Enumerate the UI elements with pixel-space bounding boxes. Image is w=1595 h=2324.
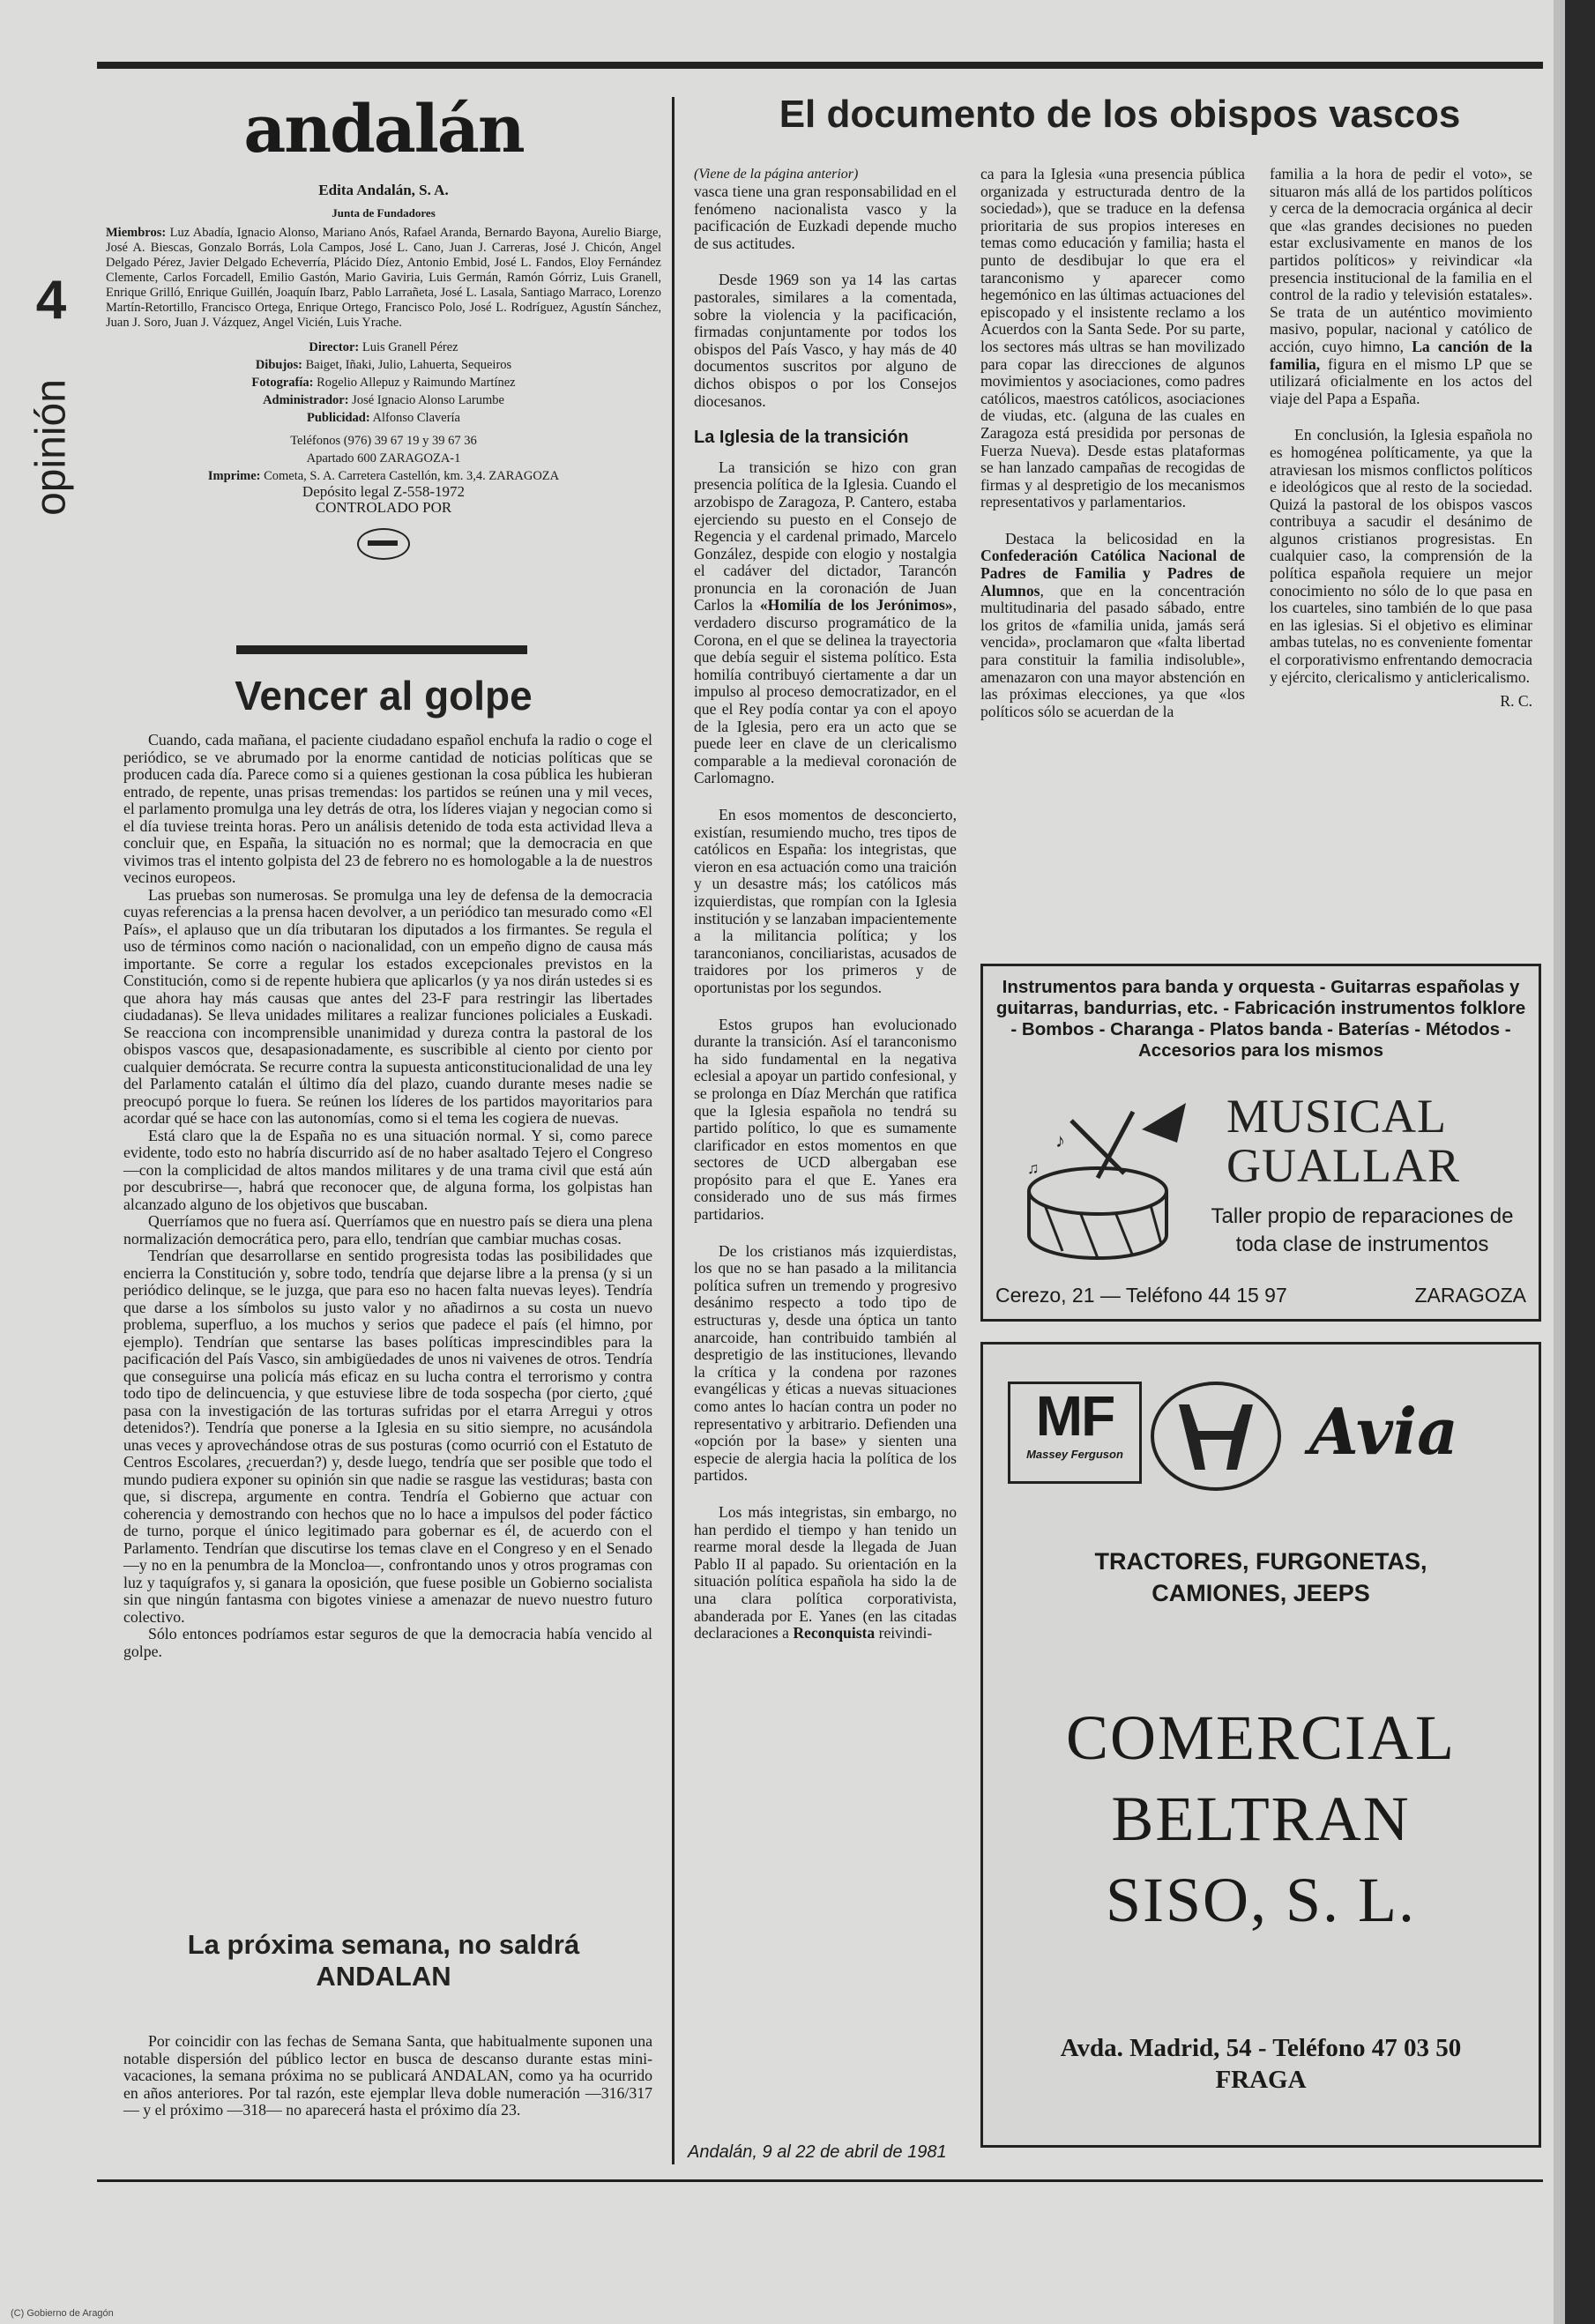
article-paragraph: ca para la Iglesia «una presencia pública organizada y estructurada dentro de la sociedad»), que se traduce en la defensa prioritaria de sus propios intereses en temas como educación y familia; hasta el punto de desdibujar lo que era el taranconismo y aparecer como hegemónico en las últimas actuaciones del episcopado y el insistente reclamo a los Acuerdos con la Santa Sede. Por su parte, los sectores más ultras se han movilizado para copar las direcciones de algunos movimientos y asociaciones, como padres católicos, maestros católicos, asociaciones de viudas, etc. (alguna de las cuales en Zaragoza está presidida por personas de Fuerza Nueva). Desde estas plataformas se han lanzado campañas de recogidas de firmas y al despretigio de los mecanismos representativos y parlamentarios.	[980, 165, 1245, 511]
mf-logo-sub: Massey Ferguson	[1026, 1448, 1123, 1461]
address-line: Avda. Madrid, 54 - Teléfono 47 03 50	[1060, 2034, 1462, 2062]
imprime-text: Cometa, S. A. Carretera Castellón, km. 3,4. ZARAGOZA	[264, 469, 560, 483]
imprime-label: Imprime:	[207, 469, 261, 483]
dibujos-line	[106, 357, 661, 373]
director-label: Director:	[309, 340, 360, 354]
members-text: Luz Abadía, Ignacio Alonso, Mariano Anós, Rafael Aranda, Bernardo Bayona, Aurelio Biarge, José A. Biescas, Gonzalo Borrás, Lola Campos, José L. Cano, Juan J. Carreras, José J. Chicón, Angel Delgado Pérez, Javier Delgado Echeverría, Plácido Díez, Antonio Embid, José L. Fandos, Eloy Fernández Clemente, Carlos Forcadell, Emilio Gastón, Mario Gaviria, Luis Germán, Ramón Górriz, Luis Granell, Enrique Grilló, Enrique Guillén, Joaquín Ibarz, Pablo Larrañeta, José L. Lasala, Santiago Marraco, Lorenzo Martín-Retortillo, Francisco Ortega, Enrique Ortego, Francisco Polo, José L. Rodríguez, Agustín Sánchez, Juan J. Soro, Juan J. Vázquez, Angel Vicién, Luis Yrache.	[106, 226, 661, 330]
junta-title: Junta de Fundadores	[332, 206, 436, 220]
section-number: 4	[35, 270, 67, 331]
members-label: Miembros:	[106, 226, 167, 240]
administrador-line	[106, 392, 661, 408]
ad-categories	[983, 1546, 1539, 1609]
h-emblem-shape	[1154, 1385, 1278, 1487]
text-run: reivindi-	[875, 1624, 933, 1642]
article-signature: R. C.	[1500, 692, 1532, 711]
imprime-line	[106, 468, 661, 484]
category-line-1: TRACTORES, FURGONETAS,	[1094, 1548, 1427, 1575]
company-address	[983, 2032, 1539, 2096]
ojd-seal-icon	[357, 528, 410, 560]
text-run: figura en el mismo LP que se utilizará oficialmente en los actos del viaje del Papa a España.	[1270, 354, 1532, 407]
company-line-3: SISO, S. L.	[1105, 1865, 1417, 1935]
text-run: , verdadero discurso programático de la Corona, en el que se delinea la trayectoria que debía seguir el sistema político. Esta homilía contribuyó ciertamente a dar un impulso al proceso democratizador, en el que el Rey podía contar ya con el apoyo de la Iglesia, pero era un acto que se puede leer en clave de un clericalismo comparable a la medieval coronación de Carlomagno.	[694, 596, 957, 787]
editorial-paragraph: Está claro que la de España no es una situación normal. Y si, como parece evidente, todo esto no habría discurrido así de no haber asaltado Tejero el Congreso —con la complicidad de altos mandos militares y de una trama civil que está aún por descubrirse—, habrá que reconocer que, de alguna forma, los golpistas han alcanzado alguno de los objetivos que buscaban.	[123, 1126, 652, 1213]
text-run: familia a la hora de pedir el voto», se situaron más allá de los partidos políticos y cerca de la democracia orgánica al decir que «las grandes decisiones no pueden estar exclusivamente en manos de los partidos políticos» y reivindicar «la presencia institucional de la familia en el control de la radio y televisión estatales». Se trata de un auténtico movimiento masivo, popular, nacional y católico de acción, cuyo himno,	[1270, 165, 1532, 355]
h-emblem-icon	[1151, 1382, 1281, 1491]
text-run: , que en la concentración multitudinaria del pasado sábado, entre los gritos de «familia unida, jamás será vencida», proclamaron que «falta libertad para constituir la familia indisoluble», amenazaron con una mayor abstención en las próximas elecciones, ya que «los políticos sólo se acuerdan de la	[980, 581, 1245, 720]
editorial-paragraph: Tendrían que desarrollarse en sentido progresista todas las posibilidades que encierra la Constitución y, sobre todo, tendría que dejarse libre a la prensa (y si un periódico delinque, se le juzga, que para eso no hacen falta nuevas leyes). Tendría que darse a los símbolos su justo valor y no añadirnos a su costa un nuevo problema, superfluo, a los muchos y serios que padece el país (el himno, por ejemplo). Tendrían que sentarse las bases políticas imprescindibles para la pacificación del País Vasco, sin ambigüedades de unos ni vaivenes de otros. Tendría que conseguirse una policía más eficaz en su lucha contra el terrorismo y contra todo tipo de delincuencia, y que estuviese libre de toda sospecha (por cierto, ¿qué pasa con la investigación de las torturas sufridas por el etarra Arregui y otros detenidos?). Tendría que ponerse a la Iglesia en su sitio siempre, no acusándola unas veces y aprovechándose otras de sus posturas (como ocurrió con el Estatuto de Centros Escolares, ¿recuerdan?) y, desde luego, tendría que ser posible que todo el mundo pudiera exponer su opinión sin que nadie se rasgue las vestiduras; basta con que, si discrepa, argumente en contra. Tendría el Gobierno que actuar con coherencia y demostrando con hechos que no lo hace a impulsos del poder fáctico de turno, porque el único legitimado para gobernar es él, de acuerdo con el Parlamento. Tendrían que discutirse los temas clave en el Congreso y en el Senado —y no en la penumbra de la Moncloa—, confrontando unos y otros programas con luz y taquígrafos y, si ganara la oposición, que fuese posible un Gobierno socialista sin que ningún fantasma con bigotes viniese a amenazar de nuevo nuestro futuro colectivo.	[123, 1247, 652, 1626]
bold-run: Reconquista	[793, 1624, 876, 1642]
article-column-3	[1270, 166, 1532, 711]
subheading: La Iglesia de la transición	[694, 428, 909, 448]
editorial-paragraph: Querríamos que no fuera así. Querríamos que en nuestro país se diera una plena normalización democrática pero, para ello, tendrían que cambiar muchas cosas.	[123, 1212, 652, 1248]
editorial-paragraph: Cuando, cada mañana, el paciente ciudadano español enchufa la radio o coge el periódico, se ve abrumado por la enorme cantidad de noticias políticas que se producen cada día. Parece como si a quienes gestionan la cosa pública les hubieran entrado, de repente, unas prisas tremendas: los partidos se reúnen una y mil veces, el parlamento promulga una ley detrás de otra, los líderes viajan y negocian como si el día tuviese treinta horas. Pero un análisis detenido de toda esta actividad lleva a concluir que, en España, la situación no es normal; que la democracia en que vivimos tras el intento golpista del 23 de febrero no es homologable a la de nuestros vecinos europeos.	[123, 731, 652, 886]
deposito-line: Depósito legal Z-558-1972	[302, 483, 466, 500]
notice-body	[123, 2033, 652, 2119]
ad-city: ZARAGOZA	[1414, 1284, 1526, 1307]
mf-logo-text: MF	[1035, 1384, 1114, 1448]
article-title: El documento de los obispos vascos	[779, 93, 1461, 136]
publicidad-line	[106, 410, 661, 426]
bold-run: «Homilía de los Jerónimos»	[759, 596, 953, 615]
director-line	[106, 339, 661, 355]
text-run: Los más integristas, sin embargo, no han perdido el tiempo y han tenido un rearme moral desde la llegada de Juan Pablo II al papado. Su orientación en la situación política española ha sido la de una clara política corporativista, abanderada por E. Yanes (en las citadas declaraciones a	[694, 1502, 957, 1642]
editorial-paragraph: Sólo entonces podríamos estar seguros de que la democracia había vencido al golpe.	[123, 1625, 652, 1660]
article-paragraph: De los cristianos más izquierdistas, los que no se han pasado a la militancia política sufren un tremendo y progresivo desánimo respecto a todo tipo de estructuras y, desde una óptica un tanto anarcoide, han contribuido también al despretigio de las instituciones, llevando la crítica y la condena por razones evangélicas y éticas a nuevas situaciones como antes lo hacían contra un poder no representativo y arbitrario. Defienden una «opción por la base» y sienten una especie de alergia hacia la política de los partidos.	[694, 1241, 957, 1485]
article-paragraph: Desde 1969 son ya 14 las cartas pastorales, similares a la comentada, sobre la violencia y la pacificación, firmadas conjuntamente por todos los obispos del País Vasco, y hay más de 40 documentos suscritos por alguno de dichos obispos o por los Consejos diocesanos.	[694, 271, 957, 410]
administrador-name: José Ignacio Alonso Larumbe	[352, 393, 504, 407]
publisher-line: Edita Andalán, S. A.	[318, 182, 449, 198]
article-paragraph: En esos momentos de desconcierto, existían, resumiendo mucho, tres tipos de católicos en España: los integristas, que vieron en esa actuación como una traición y un desastre más; los católicos más izquierdistas, que rompían con la Iglesia institución y se lanzaban impacientemente a la militancia política; y los taranconianos, conciliaristas, acusados de traidores por los primeros y de oportunistas por los segundos.	[694, 806, 958, 996]
svg-text:♪: ♪	[1055, 1129, 1065, 1151]
fotografia-names: Rogelio Allepuz y Raimundo Martínez	[317, 376, 516, 390]
bold-run: Confederación Católica Nacional de Padres de Familia y Padres de Alumnos	[980, 547, 1245, 600]
article-paragraph	[694, 1504, 957, 1642]
controlado-line: CONTROLADO POR	[315, 499, 452, 516]
fotografia-label: Fotografía:	[251, 376, 314, 390]
svg-text:♫: ♫	[1027, 1159, 1040, 1177]
company-line-1: COMERCIAL	[1065, 1702, 1457, 1773]
editorial-title: Vencer al golpe	[235, 673, 533, 719]
column-rule-left	[672, 97, 675, 2164]
drum-icon	[1010, 1094, 1195, 1270]
director-name: Luis Granell Pérez	[361, 340, 458, 354]
section-label: opinión	[27, 379, 75, 516]
article-paragraph: En conclusión, la Iglesia española no es homogénea políticamente, ya que la atraviesan los mismos conflictos políticos e ideológicos que al resto de la sociedad. Quizá la pastoral de los obispos vascos contribuya a sacudir el desánimo de algunos cristianos progresistas. En cualquier caso, la comprensión de la política española requiere un mejor conocimiento no sólo de lo que pasa en los cuarteles, sino también de lo que pasa en las iglesias. Si el objetivo es eliminar ambas tutelas, no es conveniente fomentar el corporativismo enfrentando democracia y ejército, clericalismo y anticlericalismo.	[1270, 426, 1533, 686]
administrador-label: Administrador:	[263, 393, 349, 407]
company-name	[983, 1697, 1539, 1940]
company-line-2: BELTRAN	[1111, 1784, 1411, 1854]
brand-line-2: GUALLAR	[1226, 1139, 1460, 1192]
bold-run: La canción de la familia,	[1270, 337, 1532, 373]
text-run: Destaca la belicosidad en la	[1005, 529, 1245, 547]
notice-title	[106, 1929, 661, 1993]
musical-guallar-ad	[980, 964, 1541, 1322]
dibujos-names: Baiget, Iñaki, Julio, Lahuerta, Sequeiros	[305, 358, 512, 372]
masthead	[106, 92, 661, 560]
notice-title-line1: La próxima semana, no saldrá	[187, 1929, 580, 1960]
ad-brand	[1226, 1091, 1460, 1190]
brand-line-1: MUSICAL	[1226, 1090, 1448, 1143]
publicidad-label: Publicidad:	[306, 411, 370, 425]
bottom-rule	[97, 2179, 1543, 2182]
page-edge	[1565, 0, 1595, 2324]
massey-ferguson-logo	[1008, 1382, 1142, 1484]
article-paragraph	[694, 459, 957, 787]
article-paragraph	[1270, 166, 1532, 407]
editorial-body	[123, 732, 652, 1660]
avia-logo: Avia	[1309, 1394, 1458, 1469]
editorial-rule	[236, 645, 527, 654]
article-paragraph: vasca tiene una gran responsabilidad en el fenómeno nacionalista vasco y la pacificación de Euzkadi depende mucho de sus actitudes.	[694, 182, 957, 252]
ad-taller: Taller propio de reparaciones de toda clase de instrumentos	[1211, 1204, 1514, 1256]
city-line: FRAGA	[1215, 2066, 1307, 2094]
telefonos-line: Teléfonos (976) 39 67 19 y 39 67 36	[290, 434, 477, 448]
article-paragraph	[980, 531, 1245, 721]
page-edge-shadow	[1554, 0, 1566, 2324]
page-footer: Andalán, 9 al 22 de abril de 1981	[688, 2142, 947, 2162]
comercial-beltran-ad	[980, 1342, 1541, 2148]
article-column-1	[694, 166, 957, 1642]
article-paragraph: Estos grupos han evolucionado durante la transición. Así el taranconismo ha sido fundamental en la negativa eclesial a apoyar un partido confesional, y se prolonga en Díaz Merchán que ratifica que la Iglesia española no tendrá su partido político, lo que es sumamente clarificador en estos momentos en que sectores de UCD albergaban ese propósito para el que E. Yanes era considerado uno de sus más firmes partidarios.	[694, 1015, 957, 1224]
publicidad-name: Alfonso Clavería	[372, 411, 460, 425]
dibujos-label: Dibujos:	[255, 358, 302, 372]
category-line-2: CAMIONES, JEEPS	[1152, 1580, 1370, 1606]
notice-title-line2: ANDALAN	[316, 1961, 451, 1992]
apartado-line: Apartado 600 ZARAGOZA-1	[306, 451, 461, 466]
members-list	[106, 226, 661, 331]
ad-address: Cerezo, 21 — Teléfono 44 15 97	[995, 1284, 1287, 1307]
fotografia-line	[106, 375, 661, 391]
continued-note: (Viene de la página anterior)	[694, 167, 859, 182]
top-rule	[97, 62, 1543, 69]
editorial-paragraph: Las pruebas son numerosas. Se promulga una ley de defensa de la democracia cuyas referencias a la prensa hacen devolver, a un periódico tan mesurado como «El País», el aplauso que un día tributaran los diputados a los firmantes. Se regula el uso de términos como nación o nacionalidad, con un empeño digno de causa más importante. Se corre a regular los estados excepcionales previstos en la Constitución, como si de repente hubiera que aplicarlos (y ya nos dirán ustedes si es que ahora hay más causas que antes del 23-F para restringir las libertades ciudadanas). Se lleva unidades militares a realizar funciones policiales a Euskadi. Se reacciona con incomprensible unanimidad y dureza contra la pastoral de los obispos vascos que, desapasionadamente, es suscribible al ciento por ciento por cualquier demócrata. Se recurre contra la supuesta anticonstitucionalidad de una ley del Parlamento catalán el último día del plazo, cuando durante meses nadie se preocupó porque lo fuera. Se reúnen los líderes de los partidos mayoritarios para acordar qué se hace con las autonomías, como si el tema les cogiera de nuevas.	[123, 885, 652, 1127]
andalan-logo: andalán	[243, 92, 524, 168]
notice-paragraph: Por coincidir con las fechas de Semana Santa, que habitualmente suponen una notable dispersión del público lector en busca de descanso durante estas mini-vacaciones, la semana próxima no se publicará ANDALAN, como ya ha ocurrido en años anteriores. Por tal razón, este ejemplar lleva doble numeración —316/317— y el próximo —318— no aparecerá hasta el próximo día 23.	[123, 2032, 652, 2119]
copyright-note: (C) Gobierno de Aragón	[11, 2308, 114, 2319]
article-column-2	[980, 166, 1245, 720]
text-run: La transición se hizo con gran presencia política de la Iglesia. Cuando el arzobispo de Zaragoza, P. Cantero, estaba ejerciendo su puesto en el Consejo de Regencia y el cardenal primado, Marcelo González, despide con elogio y nostalgia el cadáver del dictador, Tarancón pronuncia en la coronación de Juan Carlos la	[694, 458, 957, 615]
ad-headline: Instrumentos para banda y orquesta - Guitarras españolas y guitarras, bandurrias, etc. - Fabricación instrumentos folklore - Bombos - Charanga - Platos banda - Baterías - Métodos - Accesorios para los mismos	[995, 977, 1526, 1061]
